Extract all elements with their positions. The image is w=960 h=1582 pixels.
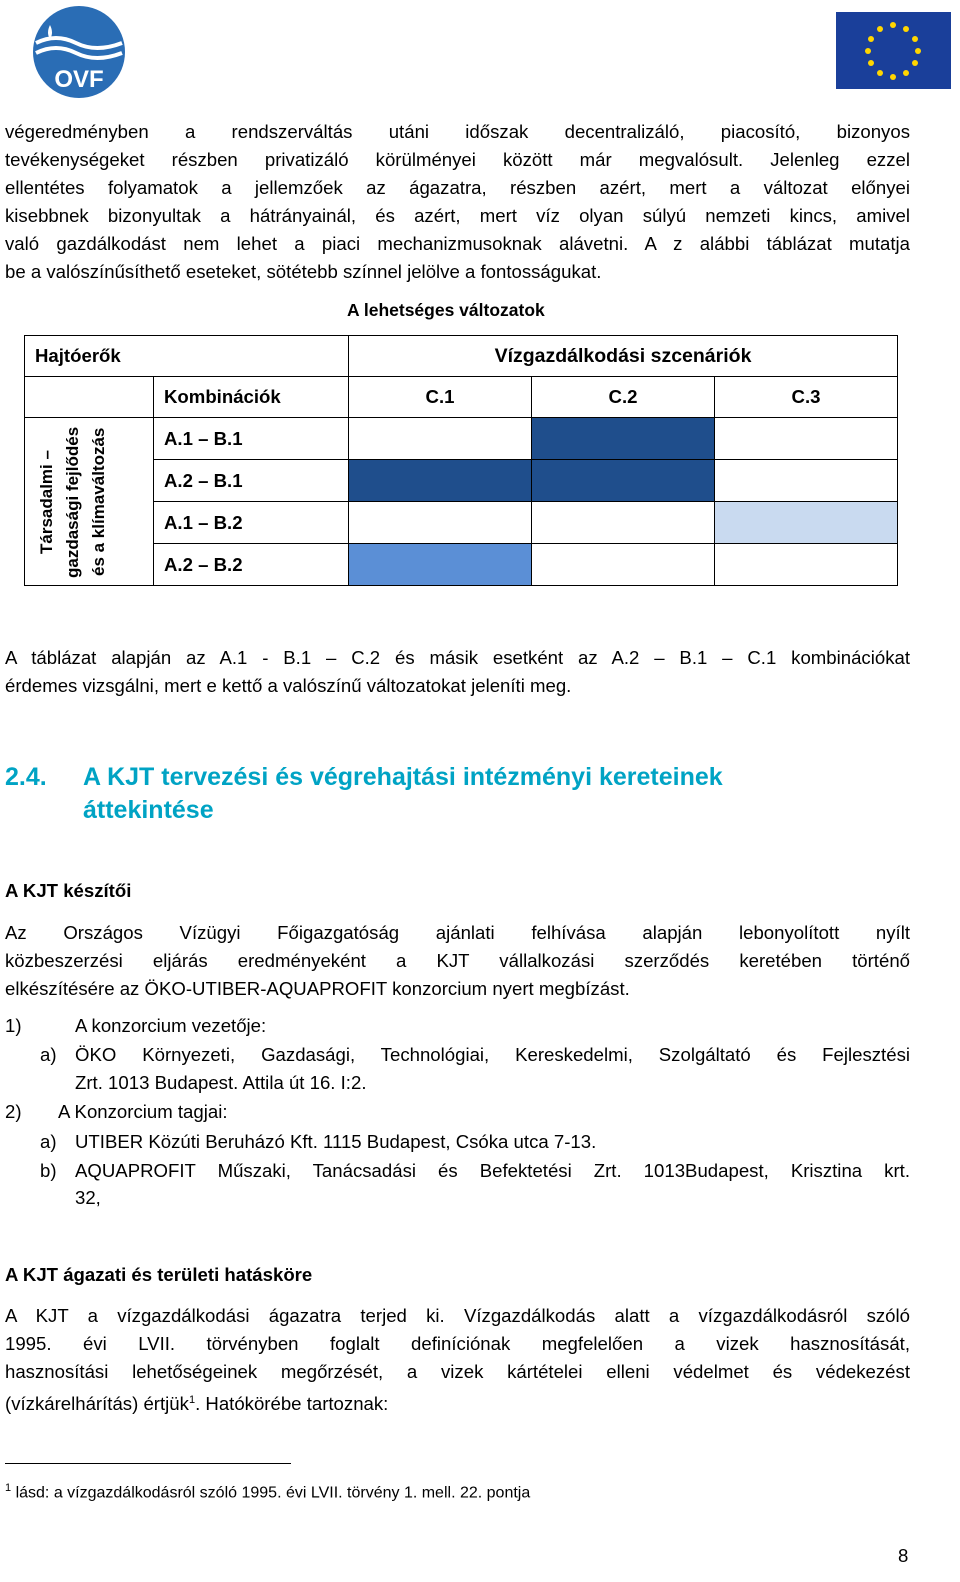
text-line: A KJT a vízgazdálkodási ágazatra terjed ki. Vízgazdálkodás alatt a vízgazdálkodásról szóló [5,1305,910,1326]
list-text: 32, [75,1187,101,1208]
list-text: A konzorcium vezetője: [75,1015,267,1036]
text-line: kisebbnek bizonyultak a hátrányainál, és azért, mert víz olyan súlyú nemzeti kincs, amivel [5,205,910,226]
drivers-label-cell [25,336,349,377]
list-text: A Konzorcium tagjai: [58,1101,228,1122]
text-line: Az Országos Vízügyi Főigazgatóság ajánlati felhívása alapján lebonyolított nyílt [5,922,910,943]
text-line: ellentétes folyamatok a jellemzőek az ágazatra, részben azért, mert a változat előnyei [5,177,910,198]
eu-flag-icon [836,12,951,89]
row-label: A.1 – B.2 [154,502,349,544]
ovf-logo [28,5,130,100]
matrix-cell [532,460,715,502]
matrix-cell [349,544,532,586]
matrix-cell [715,418,898,460]
list-text: UTIBER Közúti Beruházó Kft. 1115 Budapest, Csóka utca 7-13. [75,1131,597,1152]
matrix-cell [532,502,715,544]
text-line: A táblázat alapján az A.1 - B.1 – C.2 és másik esetként az A.2 – B.1 – C.1 kombinációkat [5,647,910,668]
matrix-cell [532,544,715,586]
col-header-c2: C.2 [532,377,715,418]
list-number: 1) [5,1015,22,1036]
scenario-table [24,335,898,586]
col-header-c1: C.1 [349,377,532,418]
text-segment: . Hatókörébe tartoznak: [195,1393,389,1415]
text-line: végeredményben a rendszerváltás utáni időszak decentralizáló, piacosító, bizonyos [5,121,910,142]
matrix-cell [349,502,532,544]
list-text: ÖKO Környezeti, Gazdasági, Technológiai, Kereskedelmi, Szolgáltató és Fejlesztési [75,1044,910,1065]
footnote-text: lásd: a vízgazdálkodásról szóló 1995. évi LVII. törvény 1. mell. 22. pontja [15,1484,531,1502]
matrix-cell [532,418,715,460]
list-mark: a) [40,1131,57,1152]
footnote-mark: 1 [5,1482,12,1494]
after-table-paragraph [5,644,910,700]
text-line [5,1386,910,1418]
side-label-cell [25,418,154,586]
makers-paragraph [5,919,910,1003]
makers-heading: A KJT készítői [5,880,132,901]
list-number: 2) [5,1101,22,1122]
matrix-cell [715,502,898,544]
text-line: közbeszerzési eljárás eredményeként a KJT vállalkozási szerződés keretében történő [5,950,910,971]
combinations-label-cell [154,377,349,418]
text-line: elkészítésére az ÖKO-UTIBER-AQUAPROFIT konzorcium nyert megbízást. [5,978,630,999]
row-label: A.1 – B.1 [154,418,349,460]
text-line: érdemes vizsgálni, mert e kettő a valószínű változatokat jeleníti meg. [5,675,572,696]
ovf-logo-icon [28,5,130,100]
list-text: AQUAPROFIT Műszaki, Tanácsadási és Befektetési Zrt. 1013Budapest, Krisztina krt. [75,1160,910,1181]
section-title-line2: áttekintése [83,796,214,824]
text-line: hasznosítási lehetőségeinek megőrzését, a vizek kártételei elleni védelmet és védekezést [5,1361,910,1382]
matrix-cell [349,418,532,460]
row-label: A.2 – B.2 [154,544,349,586]
section-number: 2.4. [5,763,47,791]
matrix-cell [715,460,898,502]
combinations-label: Kombinációk [164,386,281,407]
text-line: be a valószínűsíthető eseteket, sötétebb színnel jelölve a fontosságukat. [5,261,602,282]
side-label: Társadalmi – gazdasági fejlődés és a klímaváltozás [37,425,108,578]
intro-paragraph [5,118,910,286]
text-line: tevékenységeket részben privatizáló körülményei között már megvalósult. Jelenleg ezzel [5,149,910,170]
section-title-line1: A KJT tervezési és végrehajtási intézményi kereteinek [83,763,723,791]
scope-paragraph [5,1302,910,1418]
eu-flag [836,12,951,89]
list-text: Zrt. 1013 Budapest. Attila út 16. I:2. [75,1072,367,1093]
footnote-ref: 1 [188,1394,196,1406]
list-mark: b) [40,1160,57,1181]
text-line: 1995. évi LVII. törvényben foglalt definíciónak megfelelően a vizek hasznosítását, [5,1333,910,1354]
list-mark: a) [40,1044,57,1065]
section-heading [5,761,723,794]
text-segment: (vízkárelhárítás) értjük [5,1393,189,1415]
scenarios-label: Vízgazdálkodási szcenáriók [494,344,752,367]
footnote [5,1482,530,1502]
drivers-label: Hajtóerők [35,345,121,366]
scenarios-label-cell [349,336,898,377]
page-number: 8 [898,1545,909,1566]
col-header-c3: C.3 [715,377,898,418]
table-caption: A lehetséges változatok [347,300,545,320]
matrix-cell [349,460,532,502]
logo-text: OVF [54,66,104,93]
text-line: való gazdálkodást nem lehet a piaci mechanizmusoknak alávetni. A z alábbi táblázat mutatja [5,233,910,254]
empty-corner-cell [25,377,154,418]
footnote-separator [5,1463,291,1464]
row-label: A.2 – B.1 [154,460,349,502]
matrix-cell [715,544,898,586]
scope-heading: A KJT ágazati és területi hatásköre [5,1264,313,1285]
